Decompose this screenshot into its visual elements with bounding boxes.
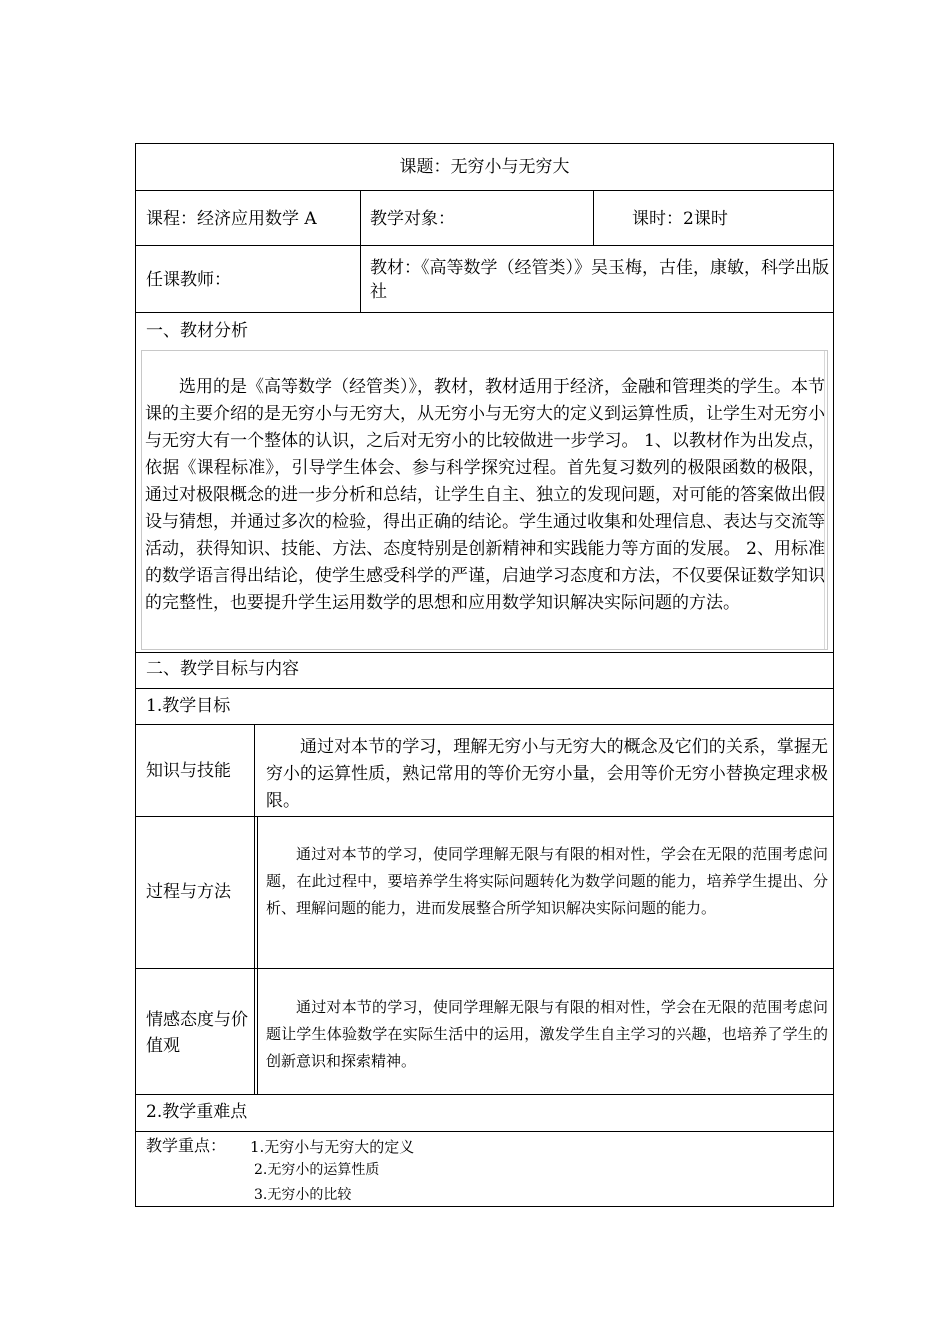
keypoint-item: 2.无穷小的运算性质 [254, 1162, 380, 1178]
section-heading-goals-content: 二、教学目标与内容 [146, 659, 299, 679]
goal-text-attitude: 通过对本节的学习，使同学理解无限与有限的相对性，学会在无限的范围考虑问题让学生体验数学在实际生活中的运用，激发学生自主学习的兴趣，也培养了学生的创新意识和探索精神。 [266, 998, 828, 1070]
audience-field: 教学对象： [370, 209, 455, 229]
lesson-plan-table [135, 143, 834, 1207]
goal-text-process: 通过对本节的学习，使同学理解无限与有限的相对性，学会在无限的范围考虑问题，在此过程中，要培养学生将实际问题转化为数学问题的能力，培养学生提出、分析、理解问题的能力，进而发展整合所学知识解决实际问题的能力。 [266, 845, 828, 917]
goal-label-knowledge: 知识与技能 [146, 761, 231, 781]
teacher-field: 任课教师： [146, 270, 231, 290]
keypoint-item: 1.无穷小与无穷大的定义 [250, 1138, 415, 1156]
goal-text-knowledge: 通过对本节的学习，理解无穷小与无穷大的概念及它们的关系，掌握无穷小的运算性质，熟记常用的等价无穷小量，会用等价无穷小替换定理求极限。 [266, 737, 828, 811]
lesson-title: 课题：无穷小与无穷大 [399, 157, 570, 177]
goal-label-attitude: 情感态度与价值观 [146, 1010, 248, 1056]
course-field: 课程：经济应用数学 A [146, 209, 317, 229]
keypoint-item: 3.无穷小的比较 [254, 1187, 352, 1203]
analysis-paragraph: 选用的是《高等数学（经管类）》，教材，教材适用于经济，金融和管理类的学生。本节课的主要介绍的是无穷小与无穷大，从无穷小与无穷大的定义到运算性质，让学生对无穷小与无穷大有一个整体的认识，之后对无穷小的比较做进一步学习。 1、以教材作为出发点，依据《课程标准》，引导学生体会、参与科学探究过程。首先复习数列的极限函数的极限，通过对极限概念的进一步分析和总结，让学生自主、独立的发现问题，对可能的答案做出假设与猜想，并通过多次的检验，得出正确的结论。学生通过收集和处理信息、表达与交流等活动，获得知识、技能、方法、态度特别是创新精神和实践能力等方面的发展。 2、用标准的数学语言得出结论，使学生感受科学的严谨，启迪学习态度和方法，不仅要保证数学知识的完整性，也要提升学生运用数学的思想和应用数学知识解决实际问题的方法。 [145, 377, 825, 613]
section-heading-analysis: 一、教材分析 [146, 321, 248, 341]
goals-heading: 1.教学目标 [146, 696, 231, 716]
textbook-field: 教材：《高等数学（经管类）》吴玉梅，古佳，康敏，科学出版社 [370, 258, 829, 302]
keypoints-label: 教学重点： [146, 1136, 227, 1155]
keypoints-heading: 2.教学重难点 [146, 1102, 248, 1122]
goal-label-process: 过程与方法 [146, 882, 231, 902]
hours-field: 课时：2课时 [632, 209, 728, 229]
